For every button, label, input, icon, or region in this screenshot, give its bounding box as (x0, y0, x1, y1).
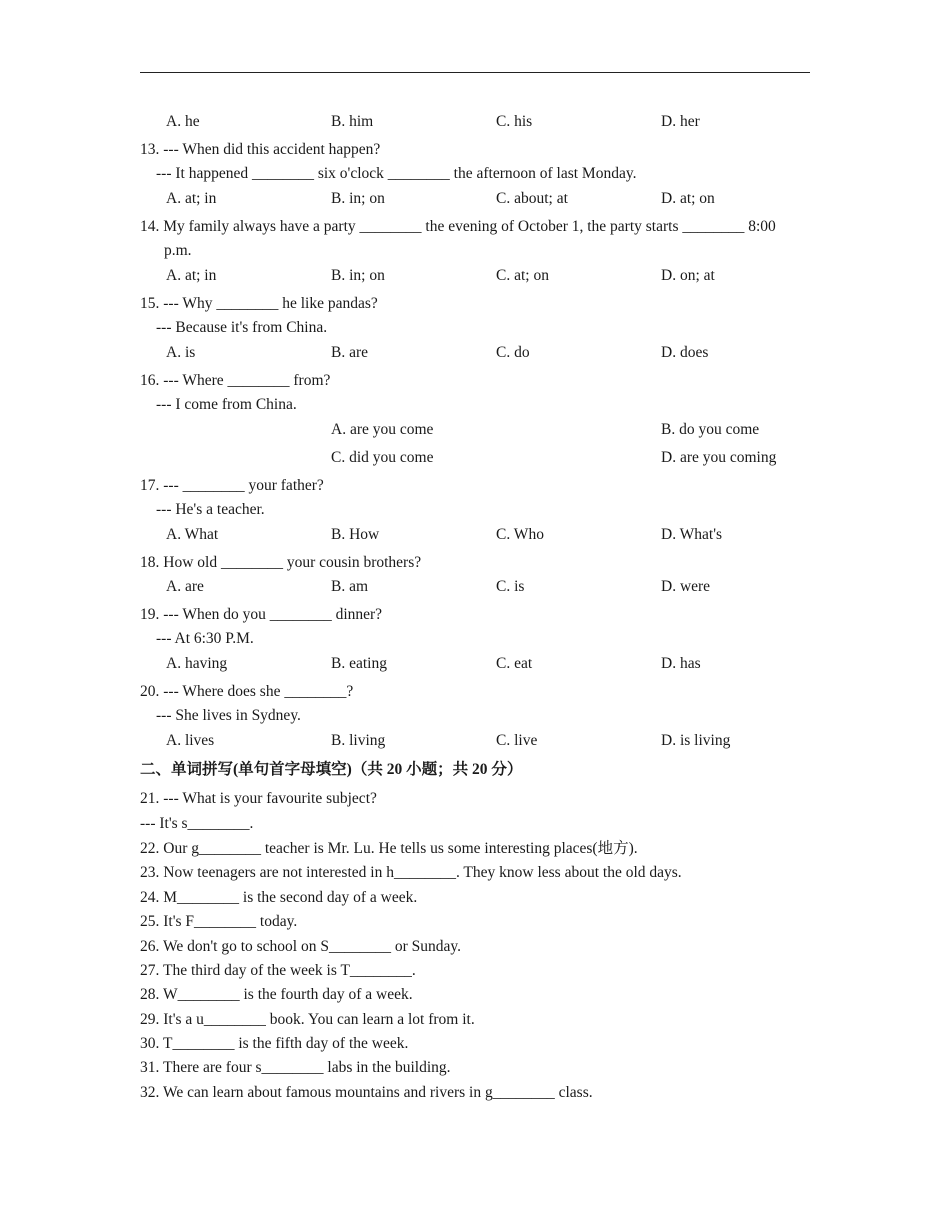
q13-response: --- It happened ________ six o'clock ________ the afternoon of last Monday. (156, 165, 637, 182)
q13-option-b: B. in; on (331, 190, 385, 207)
q13-option-a: A. at; in (166, 190, 217, 207)
q20-option-b: B. living (331, 732, 386, 749)
q26-item: 26. We don't go to school on S________ or Sunday. (140, 938, 462, 955)
q15-option-c: C. do (496, 344, 530, 361)
q14-option-b: B. in; on (331, 267, 385, 284)
q15-option-a: A. is (166, 344, 196, 361)
q17-option-c: C. Who (496, 526, 544, 543)
q21-stem: 21. --- What is your favourite subject? (140, 790, 377, 807)
q20-stem: 20. --- Where does she ________? (140, 683, 354, 700)
q29-item: 29. It's a u________ book. You can learn a lot from it. (140, 1011, 475, 1028)
q21-response: --- It's s________. (140, 815, 254, 832)
q25-item: 25. It's F________ today. (140, 913, 298, 930)
q14-option-c: C. at; on (496, 267, 549, 284)
q27-item: 27. The third day of the week is T________. (140, 962, 416, 979)
q12-option-d: D. her (661, 113, 700, 130)
q19-stem: 19. --- When do you ________ dinner? (140, 606, 383, 623)
q17-response: --- He's a teacher. (156, 501, 265, 518)
q22-item: 22. Our g________ teacher is Mr. Lu. He tells us some interesting places(地方). (140, 840, 638, 857)
q19-option-c: C. eat (496, 655, 533, 672)
q28-item: 28. W________ is the fourth day of a week. (140, 986, 413, 1003)
q20-response: --- She lives in Sydney. (156, 707, 301, 724)
section-2-title: 二、单词拼写(单句首字母填空)（共 20 小题；共 20 分） (140, 761, 523, 778)
q20-option-a: A. lives (166, 732, 215, 749)
q17-option-d: D. What's (661, 526, 723, 543)
q18-stem: 18. How old ________ your cousin brothers? (140, 554, 422, 571)
q15-option-d: D. does (661, 344, 709, 361)
q17-stem: 17. --- ________ your father? (140, 477, 324, 494)
q13-stem: 13. --- When did this accident happen? (140, 141, 381, 158)
q17-option-b: B. How (331, 526, 380, 543)
q15-option-b: B. are (331, 344, 369, 361)
q19-option-d: D. has (661, 655, 701, 672)
q23-item: 23. Now teenagers are not interested in h________. They know less about the old days. (140, 864, 682, 881)
q16-option-b: B. do you come (661, 421, 760, 438)
q20-option-d: D. is living (661, 732, 731, 749)
q13-option-d: D. at; on (661, 190, 715, 207)
q18-option-c: C. is (496, 578, 525, 595)
q15-response: --- Because it's from China. (156, 319, 328, 336)
q12-option-b: B. him (331, 113, 374, 130)
q14-stem-continued: p.m. (164, 242, 192, 259)
q16-stem: 16. --- Where ________ from? (140, 372, 331, 389)
q18-option-a: A. are (166, 578, 204, 595)
q12-option-c: C. his (496, 113, 533, 130)
q14-stem: 14. My family always have a party ________ the evening of October 1, the party starts ________ 8:00 (140, 218, 776, 235)
q13-option-c: C. about; at (496, 190, 568, 207)
q16-option-a: A. are you come (331, 421, 434, 438)
q19-response: --- At 6:30 P.M. (156, 630, 254, 647)
q15-stem: 15. --- Why ________ he like pandas? (140, 295, 378, 312)
q12-option-a: A. he (166, 113, 200, 130)
q31-item: 31. There are four s________ labs in the building. (140, 1059, 451, 1076)
q19-option-b: B. eating (331, 655, 387, 672)
q16-response: --- I come from China. (156, 396, 297, 413)
q20-option-c: C. live (496, 732, 538, 749)
q19-option-a: A. having (166, 655, 228, 672)
q14-option-a: A. at; in (166, 267, 217, 284)
q16-option-d: D. are you coming (661, 449, 777, 466)
q17-option-a: A. What (166, 526, 219, 543)
header-rule (140, 72, 810, 73)
q18-option-b: B. am (331, 578, 369, 595)
q32-item: 32. We can learn about famous mountains and rivers in g________ class. (140, 1084, 593, 1101)
q30-item: 30. T________ is the fifth day of the week. (140, 1035, 409, 1052)
q14-option-d: D. on; at (661, 267, 715, 284)
q16-option-c: C. did you come (331, 449, 434, 466)
q18-option-d: D. were (661, 578, 711, 595)
q24-item: 24. M________ is the second day of a week. (140, 889, 418, 906)
